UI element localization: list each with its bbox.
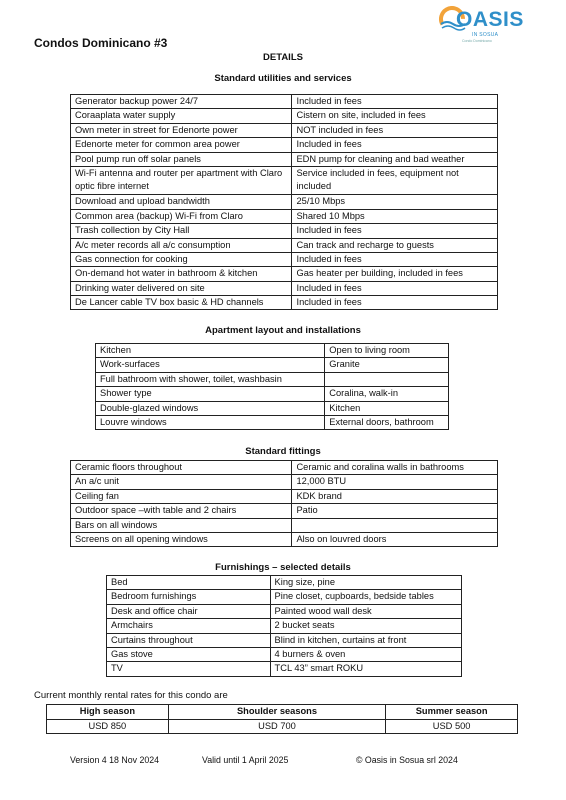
layout-row — [96, 415, 449, 429]
fittings-item-cell: Ceiling fan — [71, 489, 292, 503]
utilities-row — [71, 95, 498, 109]
utilities-row — [71, 166, 498, 194]
details-heading: DETAILS — [263, 52, 303, 63]
fittings-detail-cell — [292, 518, 498, 532]
logo-tagline: Condo Dominicano — [462, 39, 492, 43]
furnishings-detail-cell: 2 bucket seats — [270, 619, 461, 633]
utilities-row — [71, 152, 498, 166]
furnishings-table — [106, 575, 462, 677]
fittings-item-cell: Ceramic floors throughout — [71, 461, 292, 475]
utilities-item-cell: Wi-Fi antenna and router per apartment with Claro optic fibre internet — [71, 166, 292, 194]
furnishings-item-cell: Curtains throughout — [107, 633, 271, 647]
fittings-detail-cell: Also on louvred doors — [292, 532, 498, 546]
layout-item-cell: Full bathroom with shower, toilet, washbasin — [96, 372, 325, 386]
utilities-item-cell: Trash collection by City Hall — [71, 224, 292, 238]
utilities-item-cell: Download and upload bandwidth — [71, 195, 292, 209]
fittings-detail-cell: Ceramic and coralina walls in bathrooms — [292, 461, 498, 475]
furnishings-row — [107, 576, 462, 590]
rental-header-summer: Summer season — [386, 705, 518, 720]
furnishings-item-cell: Bed — [107, 576, 271, 590]
layout-row — [96, 372, 449, 386]
utilities-detail-cell: Cistern on site, included in fees — [292, 109, 498, 123]
furnishings-detail-cell: 4 burners & oven — [270, 647, 461, 661]
furnishings-item-cell: Desk and office chair — [107, 604, 271, 618]
layout-detail-cell: Kitchen — [325, 401, 449, 415]
rental-header-high: High season — [47, 705, 169, 720]
rental-value-shoulder: USD 700 — [168, 719, 386, 734]
utilities-detail-cell: Included in fees — [292, 95, 498, 109]
utilities-row — [71, 138, 498, 152]
fittings-row — [71, 518, 498, 532]
layout-row — [96, 387, 449, 401]
layout-item-cell: Kitchen — [96, 344, 325, 358]
utilities-item-cell: Pool pump run off solar panels — [71, 152, 292, 166]
layout-item-cell: Shower type — [96, 387, 325, 401]
utilities-item-cell: On-demand hot water in bathroom & kitchen — [71, 267, 292, 281]
utilities-row — [71, 109, 498, 123]
rental-intro: Current monthly rental rates for this condo are — [34, 690, 228, 701]
rental-header-row — [47, 705, 518, 720]
utilities-row — [71, 209, 498, 223]
utilities-item-cell: Gas connection for cooking — [71, 252, 292, 266]
utilities-row — [71, 123, 498, 137]
utilities-detail-cell: Included in fees — [292, 138, 498, 152]
layout-item-cell: Work-surfaces — [96, 358, 325, 372]
fittings-item-cell: Bars on all windows — [71, 518, 292, 532]
utilities-item-cell: Edenorte meter for common area power — [71, 138, 292, 152]
utilities-detail-cell: Gas heater per building, included in fees — [292, 267, 498, 281]
furnishings-item-cell: Armchairs — [107, 619, 271, 633]
furnishings-detail-cell: King size, pine — [270, 576, 461, 590]
utilities-item-cell: A/c meter records all a/c consumption — [71, 238, 292, 252]
utilities-detail-cell: Service included in fees, equipment not included — [292, 166, 498, 194]
utilities-item-cell: Drinking water delivered on site — [71, 281, 292, 295]
utilities-item-cell: Common area (backup) Wi-Fi from Claro — [71, 209, 292, 223]
utilities-detail-cell: Included in fees — [292, 281, 498, 295]
utilities-detail-cell: Included in fees — [292, 296, 498, 310]
rental-value-summer: USD 500 — [386, 719, 518, 734]
utilities-row — [71, 252, 498, 266]
utilities-item-cell: De Lancer cable TV box basic & HD channels — [71, 296, 292, 310]
layout-detail-cell — [325, 372, 449, 386]
utilities-detail-cell: Included in fees — [292, 252, 498, 266]
layout-item-cell: Double-glazed windows — [96, 401, 325, 415]
utilities-row — [71, 195, 498, 209]
layout-detail-cell: Coralina, walk-in — [325, 387, 449, 401]
fittings-detail-cell: KDK brand — [292, 489, 498, 503]
utilities-detail-cell: EDN pump for cleaning and bad weather — [292, 152, 498, 166]
layout-row — [96, 344, 449, 358]
fittings-detail-cell: Patio — [292, 504, 498, 518]
layout-detail-cell: External doors, bathroom — [325, 415, 449, 429]
furnishings-detail-cell: Pine closet, cupboards, bedside tables — [270, 590, 461, 604]
fittings-row — [71, 532, 498, 546]
document-title: Condos Dominicano #3 — [34, 36, 168, 50]
footer-valid-until: Valid until 1 April 2025 — [202, 755, 289, 765]
footer-version: Version 4 18 Nov 2024 — [70, 755, 160, 765]
rental-rates-table — [46, 704, 518, 734]
rental-value-row — [47, 719, 518, 734]
layout-detail-cell: Granite — [325, 358, 449, 372]
utilities-row — [71, 238, 498, 252]
furnishings-heading: Furnishings – selected details — [215, 562, 351, 573]
furnishings-item-cell: Bedroom furnishings — [107, 590, 271, 604]
furnishings-detail-cell: Blind in kitchen, curtains at front — [270, 633, 461, 647]
utilities-item-cell: Own meter in street for Edenorte power — [71, 123, 292, 137]
utilities-row — [71, 224, 498, 238]
fittings-row — [71, 489, 498, 503]
footer-copyright: © Oasis in Sosua srl 2024 — [356, 755, 458, 765]
utilities-row — [71, 296, 498, 310]
oasis-logo — [438, 6, 530, 48]
furnishings-row — [107, 619, 462, 633]
fittings-heading: Standard fittings — [245, 446, 321, 457]
utilities-item-cell: Coraaplata water supply — [71, 109, 292, 123]
layout-table — [95, 343, 449, 430]
utilities-item-cell: Generator backup power 24/7 — [71, 95, 292, 109]
utilities-detail-cell: Included in fees — [292, 224, 498, 238]
fittings-row — [71, 504, 498, 518]
furnishings-row — [107, 633, 462, 647]
rental-value-high: USD 850 — [47, 719, 169, 734]
utilities-detail-cell: Can track and recharge to guests — [292, 238, 498, 252]
utilities-detail-cell: NOT included in fees — [292, 123, 498, 137]
furnishings-row — [107, 647, 462, 661]
logo-wordmark: OASIS — [456, 8, 524, 31]
furnishings-row — [107, 662, 462, 676]
fittings-row — [71, 461, 498, 475]
utilities-row — [71, 267, 498, 281]
utilities-detail-cell: 25/10 Mbps — [292, 195, 498, 209]
layout-item-cell: Louvre windows — [96, 415, 325, 429]
furnishings-row — [107, 590, 462, 604]
layout-row — [96, 401, 449, 415]
fittings-row — [71, 475, 498, 489]
layout-heading: Apartment layout and installations — [205, 325, 361, 336]
utilities-table — [70, 94, 498, 310]
utilities-row — [71, 281, 498, 295]
utilities-detail-cell: Shared 10 Mbps — [292, 209, 498, 223]
utilities-heading: Standard utilities and services — [214, 73, 352, 84]
furnishings-item-cell: Gas stove — [107, 647, 271, 661]
fittings-item-cell: An a/c unit — [71, 475, 292, 489]
layout-row — [96, 358, 449, 372]
rental-header-shoulder: Shoulder seasons — [168, 705, 386, 720]
fittings-table — [70, 460, 498, 547]
furnishings-row — [107, 604, 462, 618]
fittings-detail-cell: 12,000 BTU — [292, 475, 498, 489]
furnishings-detail-cell: TCL 43” smart ROKU — [270, 662, 461, 676]
logo-subtitle: IN SOSUA — [472, 32, 499, 38]
furnishings-item-cell: TV — [107, 662, 271, 676]
layout-detail-cell: Open to living room — [325, 344, 449, 358]
furnishings-detail-cell: Painted wood wall desk — [270, 604, 461, 618]
fittings-item-cell: Screens on all opening windows — [71, 532, 292, 546]
fittings-item-cell: Outdoor space –with table and 2 chairs — [71, 504, 292, 518]
